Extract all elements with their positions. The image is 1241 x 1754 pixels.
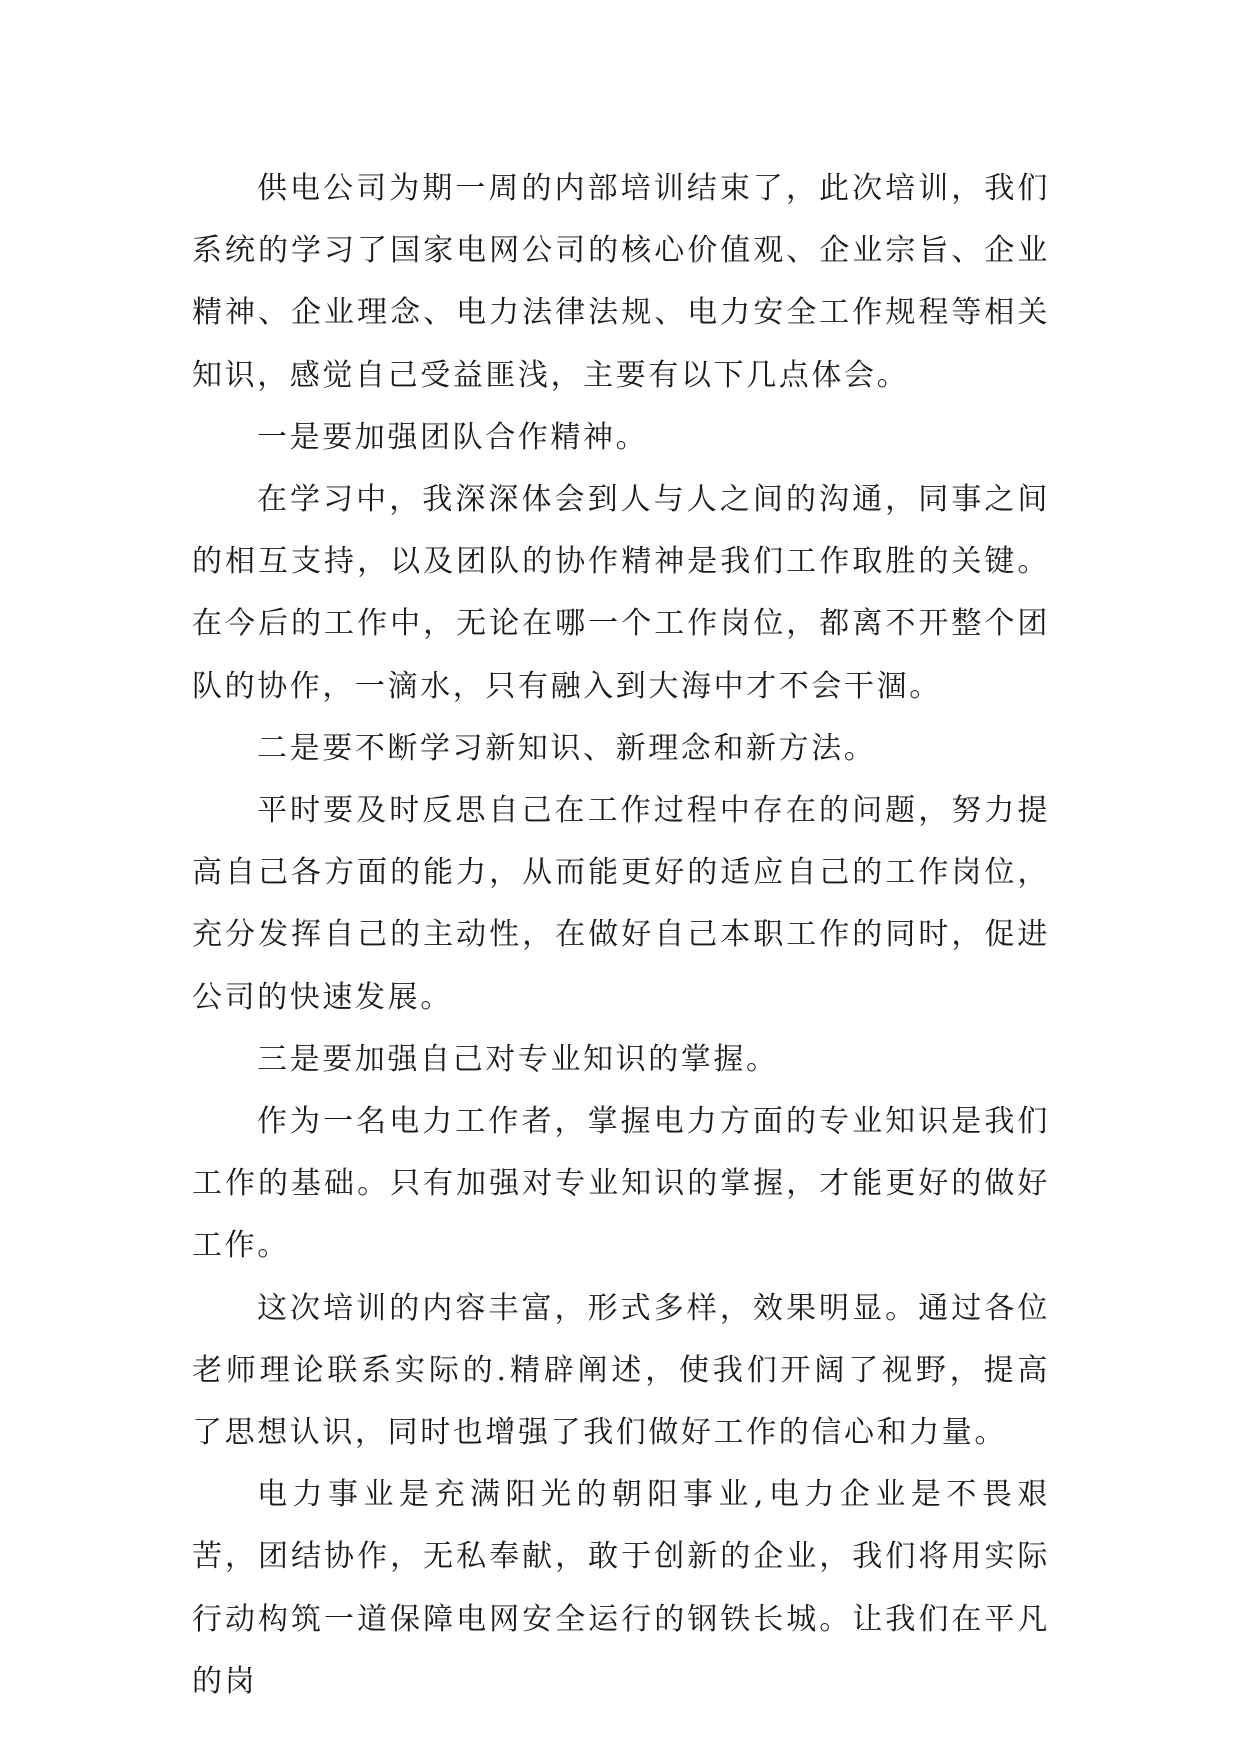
paragraph-point-two: 平时要及时反思自己在工作过程中存在的问题，努力提高自己各方面的能力，从而能更好的适应自己的工作岗位，充分发挥自己的主动性，在做好自己本职工作的同时，促进公司的快速发展。: [192, 793, 1050, 1015]
heading-point-one: 一是要加强团队合作精神。: [257, 419, 649, 455]
paragraph-closing: 电力事业是充满阳光的朝阳事业,电力企业是不畏艰苦，团结协作，无私奉献，敢于创新的企业，我们将用实际行动构筑一道保障电网安全运行的钢铁长城。让我们在平凡的岗: [192, 1477, 1050, 1699]
paragraph-point-one: 在学习中，我深深体会到人与人之间的沟通，同事之间的相互支持，以及团队的协作精神是我们工作取胜的关键。在今后的工作中，无论在哪一个工作岗位，都离不开整个团队的协作，一滴水，只有融入到大海中才不会干涸。: [192, 482, 1050, 704]
heading-point-three: 三是要加强自己对专业知识的掌握。: [257, 1041, 779, 1077]
paragraph-intro: 供电公司为期一周的内部培训结束了，此次培训，我们系统的学习了国家电网公司的核心价值观、企业宗旨、企业精神、企业理念、电力法律法规、电力安全工作规程等相关知识，感觉自己受益匪浅，主要有以下几点体会。: [192, 171, 1050, 393]
heading-point-two: 二是要不断学习新知识、新理念和新方法。: [257, 730, 877, 766]
paragraph-point-three: 作为一名电力工作者，掌握电力方面的专业知识是我们工作的基础。只有加强对专业知识的掌握，才能更好的做好工作。: [192, 1104, 1050, 1264]
document-body: [192, 158, 1050, 1713]
paragraph-summary: 这次培训的内容丰富，形式多样，效果明显。通过各位老师理论联系实际的.精辟阐述，使我们开阔了视野，提高了思想认识，同时也增强了我们做好工作的信心和力量。: [192, 1290, 1050, 1451]
